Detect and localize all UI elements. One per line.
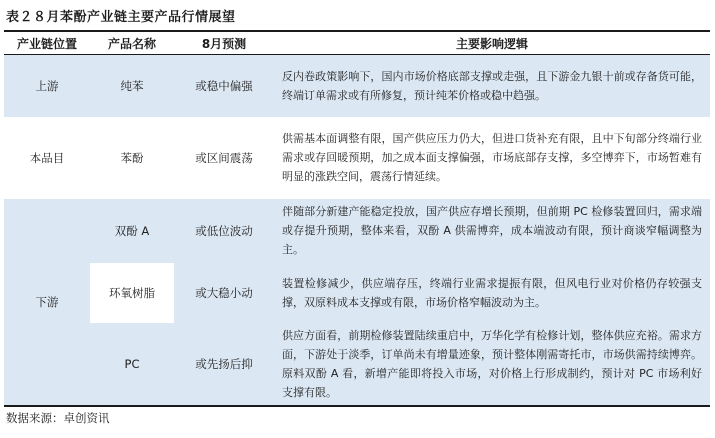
cell-product: 双酚 A xyxy=(90,199,174,263)
cell-product: 环氧树脂 xyxy=(90,263,174,323)
cell-position: 下游 xyxy=(4,199,90,406)
cell-position: 本品目 xyxy=(4,117,90,199)
table-header-row xyxy=(4,31,710,55)
header-forecast: 8月预测 xyxy=(174,31,274,55)
cell-forecast: 或稳中偏强 xyxy=(174,55,274,117)
cell-logic: 装置检修减少，供应端存压，终端行业需求提振有限，但风电行业对价格仍存较强支撑，双原料成本支撑或有限，市场价格窄幅波动为主。 xyxy=(274,263,710,323)
table-title: 表２８月苯酚产业链主要产品行情展望 xyxy=(6,10,236,25)
forecast-table xyxy=(4,30,710,407)
header-logic: 主要影响逻辑 xyxy=(274,31,710,55)
cell-product: PC xyxy=(90,323,174,406)
cell-position: 上游 xyxy=(4,55,90,117)
table-row xyxy=(4,55,710,117)
cell-product: 苯酚 xyxy=(90,117,174,199)
cell-logic: 供应方面看，前期检修装置陆续重启中，万华化学有检修计划，整体供应充裕。需求方面，下游处于淡季，订单尚未有增量迹象，预计整体刚需寄托市，市场供需持续博弈。原料双酚 A 看，新增产能即将投入市场，对价格上行形成制约，预计对 PC 市场利好支撑有限。 xyxy=(274,323,710,406)
table-row xyxy=(4,199,710,263)
cell-forecast: 或大稳小动 xyxy=(174,263,274,323)
table-row xyxy=(4,263,710,323)
table-row xyxy=(4,117,710,199)
table-row xyxy=(4,323,710,406)
cell-product: 纯苯 xyxy=(90,55,174,117)
header-position: 产业链位置 xyxy=(4,31,90,55)
cell-logic: 供需基本面调整有限，国产供应压力仍大，但进口货补充有限，且中下旬部分终端行业需求或存回暖预期，加之成本面支撑偏强，市场底部存支撑，多空博弈下，市场暂难有明显的涨跌空间，震荡行情延续。 xyxy=(274,117,710,199)
cell-forecast: 或先扬后抑 xyxy=(174,323,274,406)
cell-forecast: 或区间震荡 xyxy=(174,117,274,199)
cell-forecast: 或低位波动 xyxy=(174,199,274,263)
header-product: 产品名称 xyxy=(90,31,174,55)
data-source-note: 数据来源：卓创资讯 xyxy=(6,411,110,425)
cell-logic: 伴随部分新建产能稳定投放，国产供应存增长预期，但前期 PC 检修装置回归，需求端或存提升预期，整体来看，双酚 A 供需博弈，成本端波动有限，预计商谈窄幅调整为主。 xyxy=(274,199,710,263)
cell-logic: 反内卷政策影响下，国内市场价格底部支撑或走强，且下游金九银十前或存备货可能，终端订单需求或有所修复，预计纯苯价格或稳中趋强。 xyxy=(274,55,710,117)
